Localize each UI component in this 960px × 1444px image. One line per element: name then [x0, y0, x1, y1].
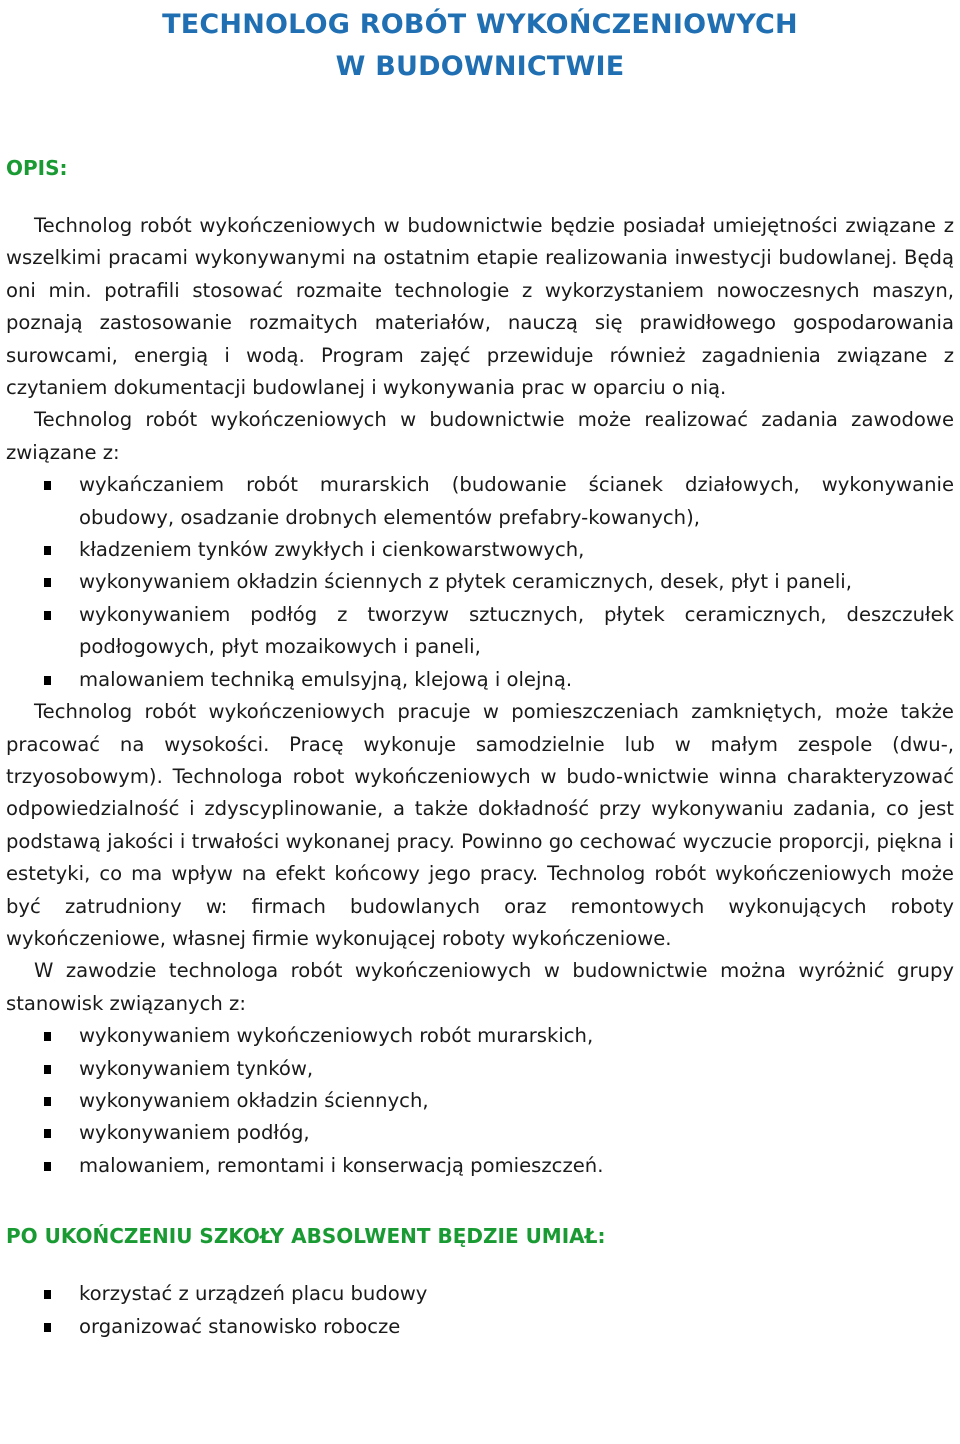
list-item-text: wykonywaniem tynków,	[79, 1056, 314, 1080]
list-item-text: wykonywaniem wykończeniowych robót murarskich,	[79, 1024, 594, 1048]
positions-list	[6, 1020, 954, 1182]
description-paragraph-1: Technolog robót wykończeniowych w budownictwie będzie posiadał umiejętności związane z wszelkimi pracami wykonywanymi na ostatnim etapie realizowania inwestycji budowlanej. Będą oni min. potrafili stosować rozmaite technologie z wykorzystaniem nowoczesnych maszyn, poznają zastosowanie rozmaitych materiałów, nauczą się prawidłowego gospodarowania surowcami, energią i wodą. Program zajęć przewiduje również zagadnienia związane z czytaniem dokumentacji budowlanej i wykonywania prac w oparciu o nią.	[6, 214, 954, 400]
list-item	[6, 1020, 954, 1052]
square-bullet-icon	[44, 676, 51, 685]
list-item	[6, 534, 954, 566]
square-bullet-icon	[44, 1032, 51, 1041]
description-paragraph-3: Technolog robót wykończeniowych pracuje w pomieszczeniach zamkniętych, może także pracować na wysokości. Pracę wykonuje samodzielnie lub w małym zespole (dwu-, trzyosobowym). Technologa robot wykończeniowych w budo-wnictwie winna charakteryzować odpowiedzialność i zdyscyplinowanie, a także dokładność przy wykonywaniu zadania, co jest podstawą jakości i trwałości wykonanej pracy. Powinno go cechować wyczucie proporcji, piękna i estetyki, co ma wpływ na efekt końcowy jego pracy. Technolog robót wykończeniowych może być zatrudniony w: firmach budowlanych oraz remontowych wykonujących roboty wykończeniowe, własnej firmie wykonującej roboty wykończeniowe.	[6, 700, 954, 950]
square-bullet-icon	[44, 1290, 51, 1299]
square-bullet-icon	[44, 1323, 51, 1332]
list-item	[6, 599, 954, 664]
list-item	[6, 664, 954, 696]
title-line-2: W BUDOWNICTWIE	[335, 51, 625, 82]
list-item	[6, 566, 954, 598]
square-bullet-icon	[44, 546, 51, 555]
square-bullet-icon	[44, 1097, 51, 1106]
square-bullet-icon	[44, 1129, 51, 1138]
list-item	[6, 1150, 954, 1182]
list-item	[6, 1278, 954, 1310]
list-item-text: organizować stanowisko robocze	[79, 1314, 401, 1338]
square-bullet-icon	[44, 1065, 51, 1074]
list-item-text: wykonywaniem podłóg z tworzyw sztucznych, płytek ceramicznych, deszczułek podłogowych, płyt mozaikowych i paneli,	[79, 602, 954, 659]
description-paragraph-4: W zawodzie technologa robót wykończeniowych w budownictwie można wyróżnić grupy stanowisk związanych z:	[6, 959, 954, 1015]
list-item-text: malowaniem, remontami i konserwacją pomieszczeń.	[79, 1153, 604, 1177]
list-item	[6, 1053, 954, 1085]
square-bullet-icon	[44, 1162, 51, 1171]
document-title	[6, 0, 954, 88]
list-item-text: kładzeniem tynków zwykłych i cienkowarstwowych,	[79, 538, 585, 562]
list-item	[6, 1117, 954, 1149]
section-heading-opis: OPIS:	[6, 156, 68, 180]
tasks-list	[6, 469, 954, 696]
list-item-text: wykonywaniem okładzin ściennych,	[79, 1088, 429, 1112]
description-paragraph-2: Technolog robót wykończeniowych w budownictwie może realizować zadania zawodowe związane z:	[6, 408, 954, 464]
list-item-text: malowaniem techniką emulsyjną, klejową i olejną.	[79, 667, 573, 691]
list-item	[6, 1085, 954, 1117]
list-item	[6, 469, 954, 534]
list-item-text: wykonywaniem okładzin ściennych z płytek ceramicznych, desek, płyt i paneli,	[79, 570, 852, 594]
list-item-text: wykańczaniem robót murarskich (budowanie ścianek działowych, wykonywanie obudowy, osadzanie drobnych elementów prefabry-kowanych),	[79, 473, 954, 529]
list-item-text: korzystać z urządzeń placu budowy	[79, 1282, 428, 1306]
section-heading-after-graduation: PO UKOŃCZENIU SZKOŁY ABSOLWENT BĘDZIE UMIAŁ:	[6, 1224, 606, 1249]
square-bullet-icon	[44, 578, 51, 587]
list-item-text: wykonywaniem podłóg,	[79, 1121, 310, 1145]
skills-list	[6, 1278, 954, 1343]
square-bullet-icon	[44, 611, 51, 620]
square-bullet-icon	[44, 481, 51, 490]
list-item	[6, 1311, 954, 1343]
title-line-1: TECHNOLOG ROBÓT WYKOŃCZENIOWYCH	[162, 9, 798, 40]
